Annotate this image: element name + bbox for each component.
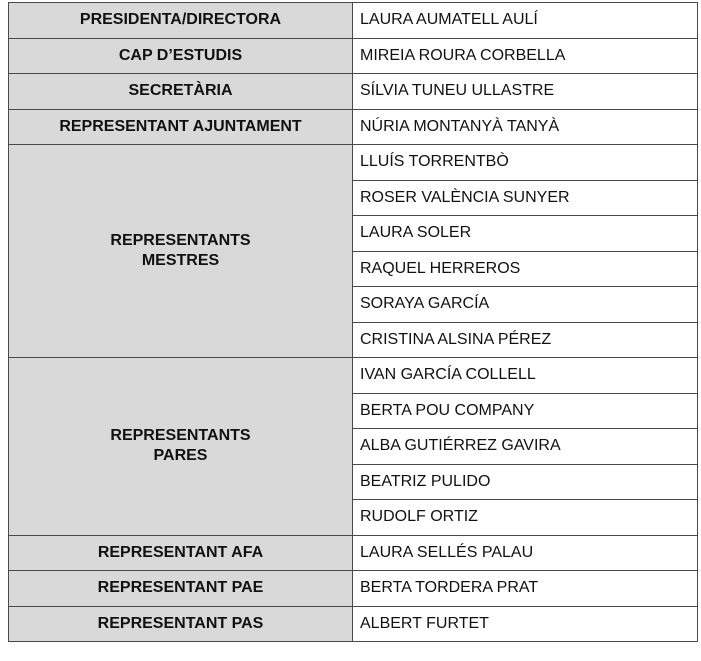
role-line: MESTRES [141,252,220,269]
role-cell-pae: REPRESENTANT PAE [9,571,353,607]
table-row [9,74,698,110]
member-cell: MIREIA ROURA CORBELLA [353,38,698,74]
table-row [9,358,698,394]
member-cell: LAURA SELLÉS PALAU [353,535,698,571]
member-cell: IVAN GARCÍA COLLELL [353,358,698,394]
member-cell: RUDOLF ORTIZ [353,500,698,536]
member-cell: BERTA TORDERA PRAT [353,571,698,607]
member-cell: ROSER VALÈNCIA SUNYER [353,180,698,216]
role-cell-presidenta: PRESIDENTA/DIRECTORA [9,3,353,39]
member-cell: RAQUEL HERREROS [353,251,698,287]
role-cell-afa: REPRESENTANT AFA [9,535,353,571]
table-row [9,38,698,74]
role-cell-pares [9,358,353,536]
role-line: REPRESENTANTS [110,427,251,445]
member-cell: BERTA POU COMPANY [353,393,698,429]
member-cell: LAURA SOLER [353,216,698,252]
table-row [9,606,698,642]
member-cell: LLUÍS TORRENTBÒ [353,145,698,181]
member-cell: BEATRIZ PULIDO [353,464,698,500]
table-row [9,571,698,607]
member-cell: SORAYA GARCÍA [353,287,698,323]
role-cell-pas: REPRESENTANT PAS [9,606,353,642]
role-cell-secretaria: SECRETÀRIA [9,74,353,110]
role-line: REPRESENTANTS [110,232,251,249]
role-line: PARES [153,447,208,465]
member-cell: CRISTINA ALSINA PÉREZ [353,322,698,358]
member-cell: NÚRIA MONTANYÀ TANYÀ [353,109,698,145]
table-row [9,535,698,571]
table-row [9,109,698,145]
role-cell-mestres [9,145,353,358]
member-cell: ALBERT FURTET [353,606,698,642]
role-cell-ajuntament: REPRESENTANT AJUNTAMENT [9,109,353,145]
council-table-body [9,3,698,642]
member-cell: ALBA GUTIÉRREZ GAVIRA [353,429,698,465]
member-cell: LAURA AUMATELL AULÍ [353,3,698,39]
table-row [9,145,698,181]
table-row [9,3,698,39]
role-cell-cap-estudis: CAP D’ESTUDIS [9,38,353,74]
council-members-table [8,2,698,642]
member-cell: SÍLVIA TUNEU ULLASTRE [353,74,698,110]
